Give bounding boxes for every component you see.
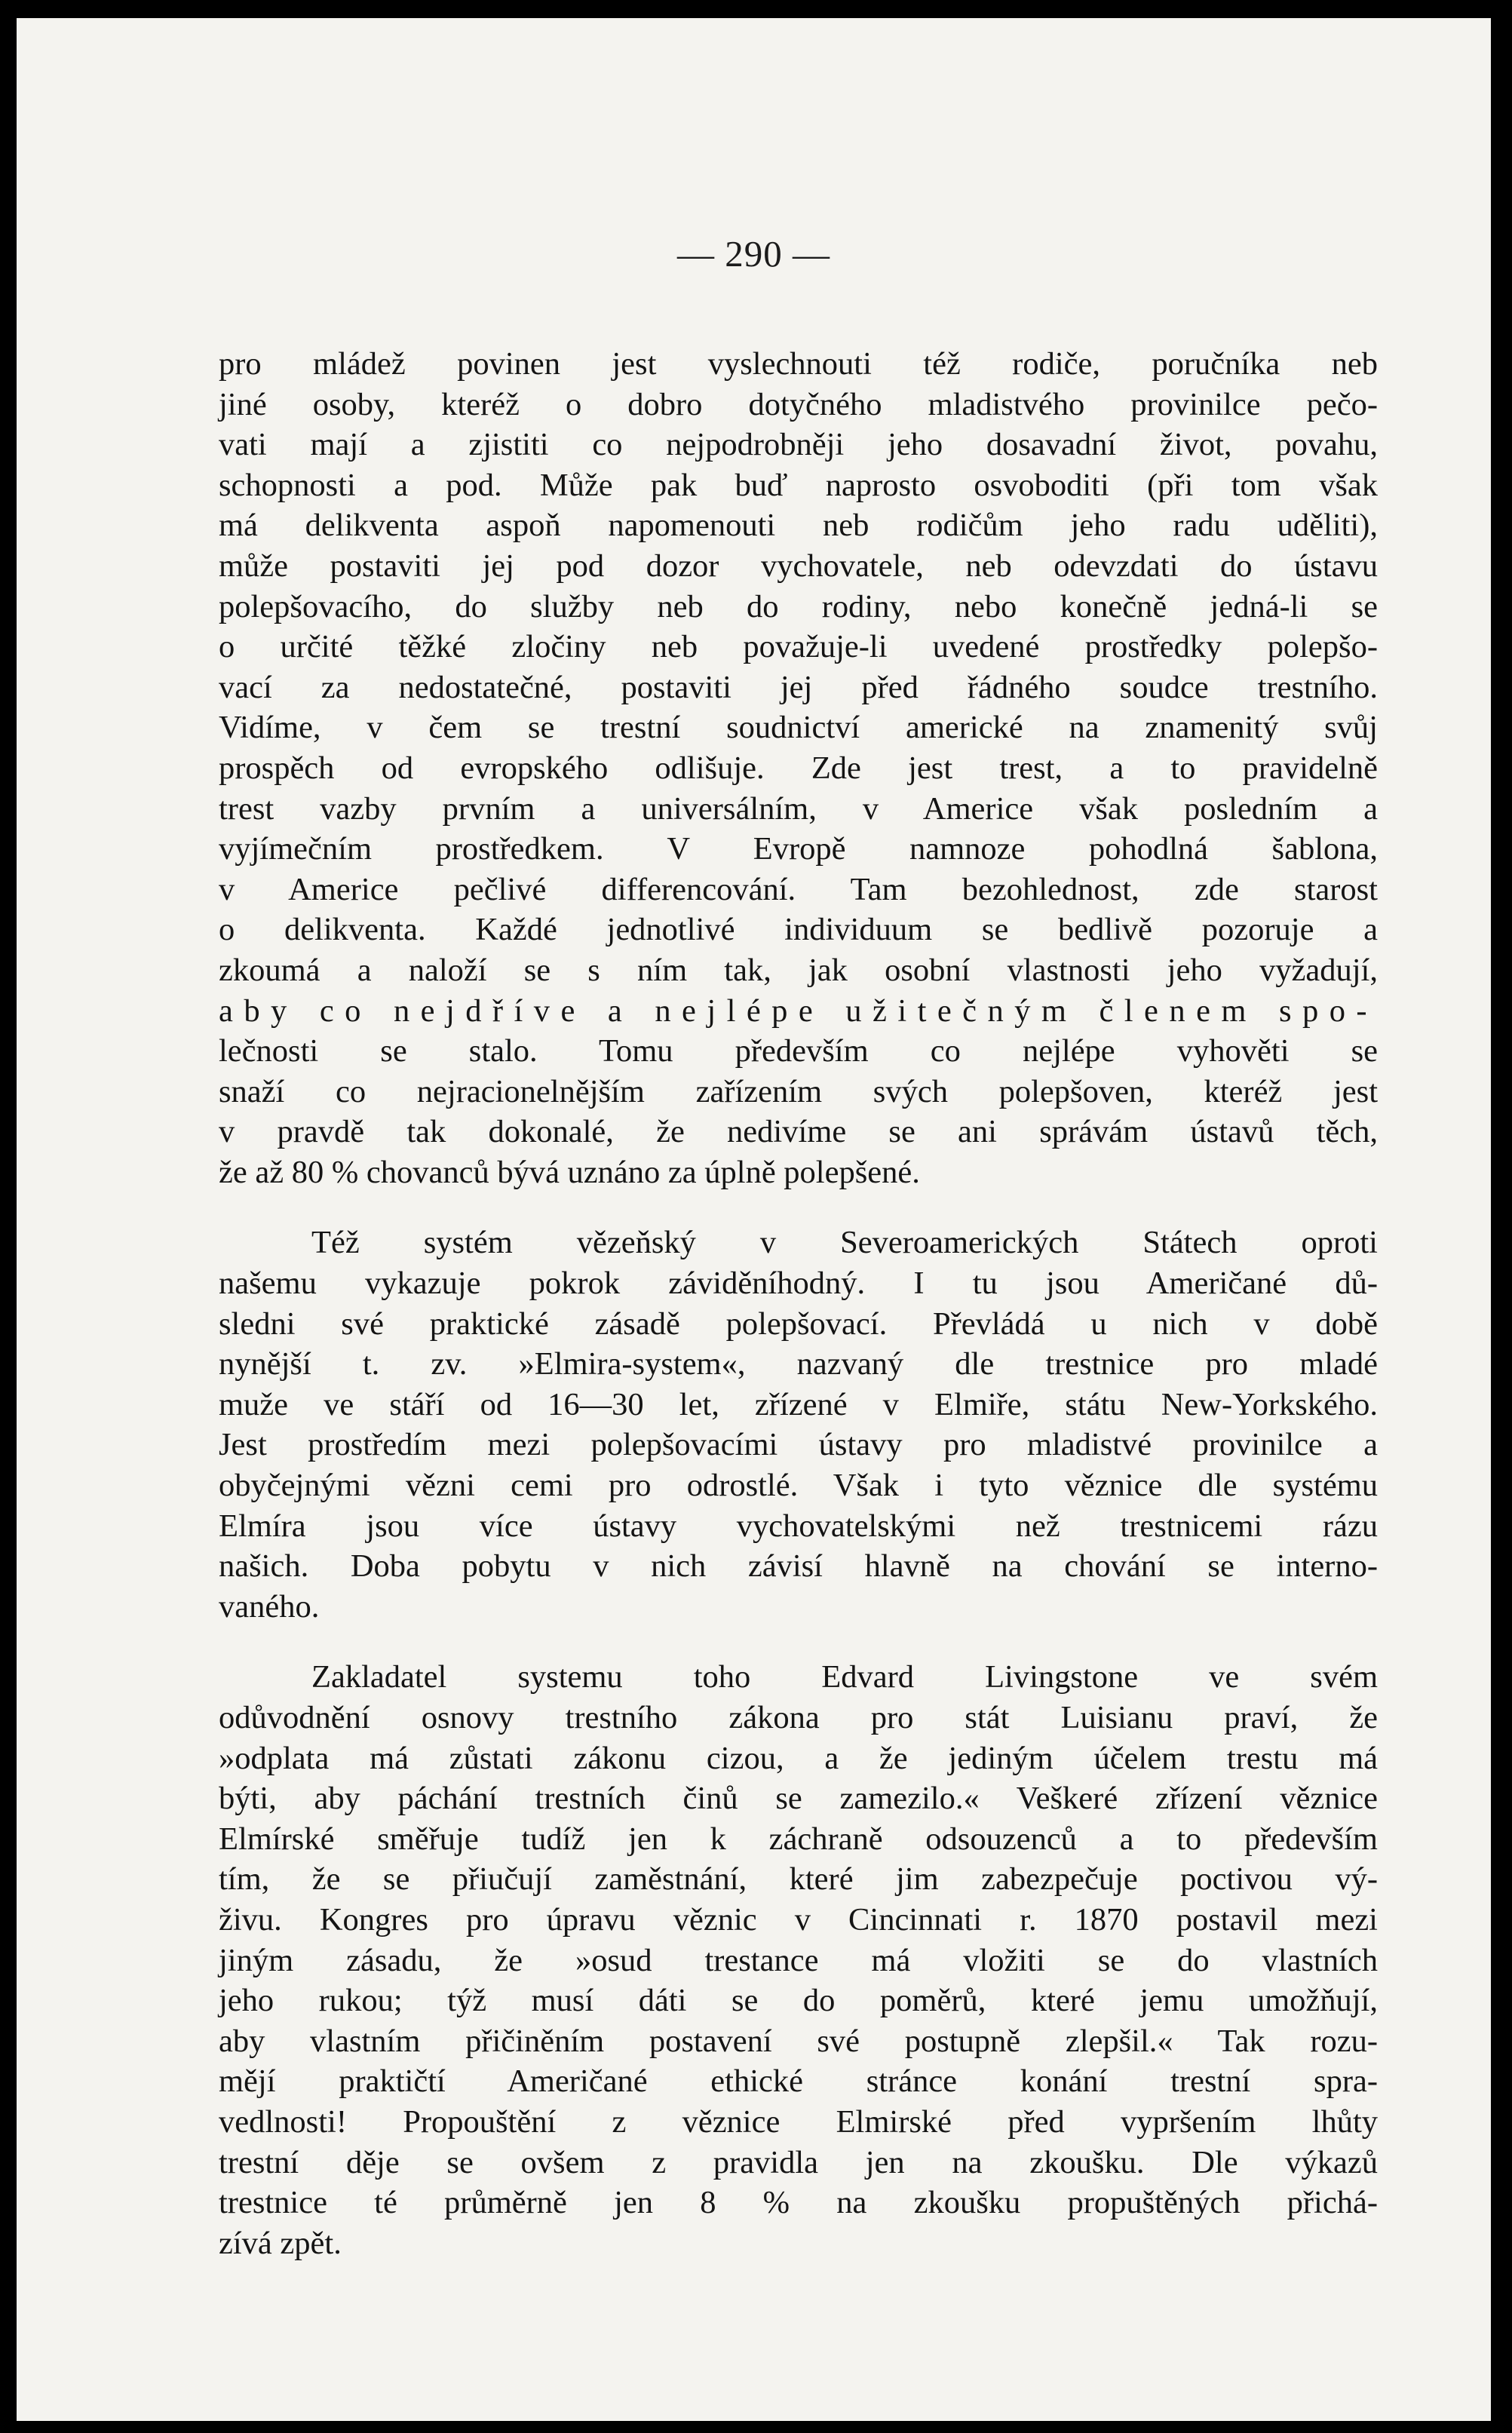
text-line: o delikventa. Každé jednotlivé individuum se bedlivě pozoruje a [219,912,1378,948]
text-line: aby vlastním přičiněním postavení své postupně zlepšil.« Tak rozu- [219,2023,1378,2059]
paragraph-1 [219,344,1378,1192]
text-line: trestní děje se ovšem z pravidla jen na zkoušku. Dle výkazů [219,2144,1378,2180]
text-line: sledni své praktické zásadě polepšovací. Převládá u nich v době [219,1305,1378,1342]
text-line: jeho rukou; týž musí dáti se do poměrů, které jemu umožňují, [219,1983,1378,2019]
text-line: Vidíme, v čem se trestní soudnictví americké na znamenitý svůj [219,710,1378,746]
text-line: Zakladatel systemu toho Edvard Livingstone ve svém [311,1659,1378,1695]
text-line: našemu vykazuje pokrok záviděníhodný. I tu jsou Američané dů- [219,1266,1378,1302]
text-line: zkoumá a naloží se s ním tak, jak osobní vlastnosti jeho vyžadují, [219,952,1378,988]
text-line: mějí praktičtí Američané ethické stránce konání trestní spra- [219,2063,1378,2100]
text-line: v Americe pečlivé differencování. Tam bezohlednost, zde starost [219,871,1378,907]
text-line: pro mládež povinen jest vyslechnouti též rodiče, poručníka neb [219,346,1378,382]
body-text [219,344,1378,2263]
text-line: jiným zásadu, že »osud trestance má vložiti se do vlastních [219,1942,1378,1978]
text-line: tím, že se přiučují zaměstnání, které jim zabezpečuje poctivou vý- [219,1861,1378,1898]
text-line: vedlnosti! Propouštění z věznice Elmirské před vypršením lhůty [219,2103,1378,2140]
text-line: vati mají a zjistiti co nejpodrobněji jeho dosavadní život, povahu, [219,427,1378,463]
text-line: Elmírské směřuje tudíž jen k záchraně odsouzenců a to především [219,1821,1378,1857]
text-line: muže ve stáří od 16—30 let, zřízené v Elmiře, státu New-Yorkského. [219,1386,1378,1422]
text-line: zívá zpět. [219,2225,342,2261]
text-line-spaced: aby co nejdříve a nejlépe užitečným členem spo- [219,993,1378,1029]
text-line: býti, aby páchání trestních činů se zamezilo.« Veškeré zřízení věznice [219,1781,1378,1817]
paragraph-gap [219,1192,1378,1223]
text-line: Též systém vězeňský v Severoamerických Státech oproti [311,1225,1378,1261]
text-line: schopnosti a pod. Může pak buď naprosto osvoboditi (při tom však [219,467,1378,503]
text-line: snaží co nejracionelnějším zařízením svých polepšoven, kteréž jest [219,1073,1378,1109]
text-line: Elmíra jsou více ústavy vychovatelskými než trestnicemi rázu [219,1508,1378,1544]
text-line: má delikventa aspoň napomenouti neb rodičům jeho radu uděliti), [219,508,1378,544]
paragraph-gap [219,1627,1378,1657]
text-line: jiné osoby, kteréž o dobro dotyčného mladistvého provinilce pečo- [219,386,1378,422]
text-line: nynější t. zv. »Elmira-system«, nazvaný dle trestnice pro mladé [219,1346,1378,1382]
text-line: může postaviti jej pod dozor vychovatele, neb odevzdati do ústavu [219,548,1378,584]
text-line: polepšovacího, do služby neb do rodiny, nebo konečně jedná-li se [219,588,1378,624]
text-line: lečnosti se stalo. Tomu především co nejlépe vyhověti se [219,1033,1378,1069]
book-page [17,18,1491,2421]
text-line: trestnice té průměrně jen 8 % na zkoušku propuštěných přichá- [219,2185,1378,2221]
text-line: živu. Kongres pro úpravu věznic v Cincinnati r. 1870 postavil mezi [219,1901,1378,1938]
page-number: — 290 — [677,233,830,275]
text-line: vyjímečním prostředkem. V Evropě namnoze pohodlná šablona, [219,831,1378,867]
text-line: obyčejnými vězni cemi pro odrostlé. Však i tyto věznice dle systému [219,1468,1378,1504]
text-line: v pravdě tak dokonalé, že nedivíme se ani správám ústavů těch, [219,1114,1378,1150]
text-line: Jest prostředím mezi polepšovacími ústavy pro mladistvé provinilce a [219,1427,1378,1463]
text-line: prospěch od evropského odlišuje. Zde jest trest, a to pravidelně [219,750,1378,786]
text-line: vací za nedostatečné, postaviti jej před řádného soudce trestního. [219,669,1378,705]
text-line: vaného. [219,1588,320,1625]
paragraph-2 [219,1223,1378,1627]
paragraph-3 [219,1657,1378,2263]
text-line: trest vazby prvním a universálním, v Americe však posledním a [219,790,1378,827]
text-line: že až 80 % chovanců bývá uznáno za úplně polepšené. [219,1154,920,1190]
text-line: odůvodnění osnovy trestního zákona pro stát Luisianu praví, že [219,1700,1378,1735]
text-line: našich. Doba pobytu v nich závisí hlavně na chování se interno- [219,1548,1378,1585]
text-line: o určité těžké zločiny neb považuje-li uvedené prostředky polepšo- [219,629,1378,665]
text-line: »odplata má zůstati zákonu cizou, a že jediným účelem trestu má [219,1740,1378,1776]
